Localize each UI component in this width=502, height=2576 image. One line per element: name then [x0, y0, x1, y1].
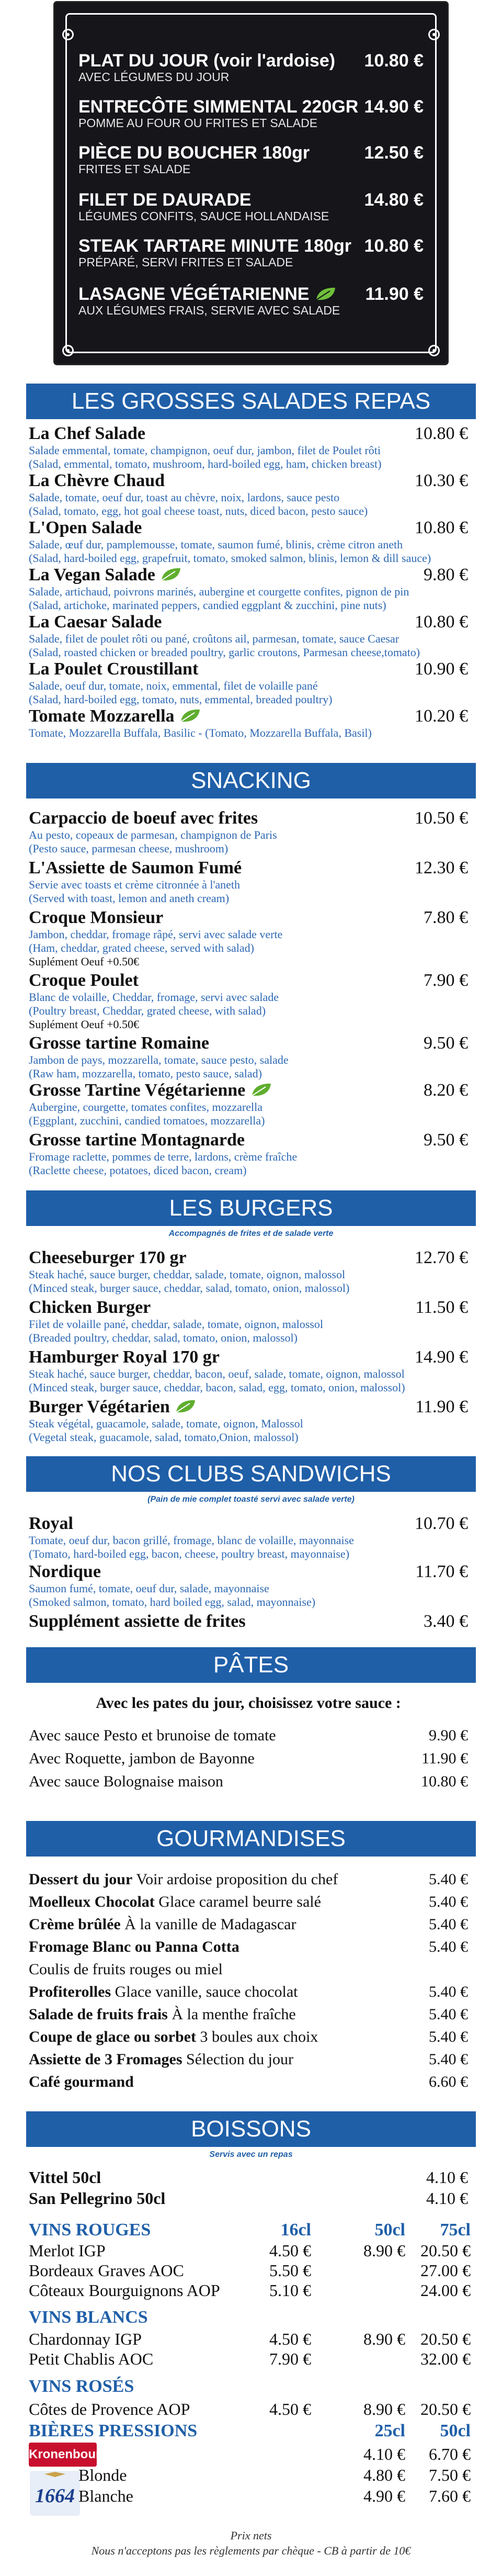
item-price: 5.40 €: [429, 2028, 468, 2045]
item-name: Carpaccio de boeuf avec frites: [29, 808, 258, 828]
item-desc-en: (Poultry breast, Cheddar, grated cheese, with salad): [29, 1004, 266, 1017]
item-price: 12.70 €: [415, 1248, 468, 1267]
item-desc-en: (Vegetal steak, guacamole, salad, tomato,Onion, malossol): [29, 1431, 299, 1444]
menu-item: [29, 1298, 468, 1345]
menu-item: [29, 1562, 468, 1609]
item-desc-en: (Salad, roasted chicken or breaded poultry, garlic croutons, Parmesan cheese,tomato): [29, 646, 420, 659]
menu-item: [29, 1033, 468, 1081]
item-name: Moelleux Chocolat: [29, 1893, 155, 1910]
item-desc: Steak végétal, guacamole, salade, tomate, oignon, Malossol: [29, 1417, 303, 1430]
wine-price: 5.10 €: [269, 2281, 311, 2300]
section-subtitle: (Pain de mie complet toasté servi avec salade verte): [147, 1495, 355, 1504]
item-name: Hamburger Royal 170 gr: [29, 1347, 220, 1367]
item-price: 10.80 €: [415, 612, 468, 632]
footer-note: Prix nets: [230, 2529, 272, 2542]
item-desc: Steak haché, sauce burger, cheddar, bacon, oeuf, salade, tomate, oignon, malossol: [29, 1367, 405, 1380]
vegetarian-leaf-icon: [174, 1399, 197, 1414]
item-price: 9.50 €: [424, 1033, 468, 1053]
menu-item: [29, 1727, 468, 1745]
board-item-price: 11.90 €: [365, 284, 424, 304]
item-desc: Steak haché, sauce burger, cheddar, salade, tomate, oignon, malossol: [29, 1268, 346, 1281]
item-desc: Aubergine, courgette, tomates confites, mozzarella: [29, 1100, 263, 1113]
item-price: 9.50 €: [424, 1130, 468, 1150]
item-name: Chicken Burger: [29, 1298, 151, 1317]
menu-item: [29, 1961, 468, 1978]
menu-item: [29, 2073, 468, 2091]
item-price: 6.60 €: [429, 2073, 468, 2090]
item-name: Grosse tartine Montagnarde: [29, 1130, 245, 1150]
item-name: Vittel 50cl: [29, 2168, 101, 2187]
item-desc: Tomate, Mozzarella Buffala, Basilic - (Tomato, Mozzarella Buffala, Basil): [29, 726, 372, 739]
menu-item: [29, 1397, 468, 1444]
item-desc-en: (Smoked salmon, tomato, hard boiled egg, salad, mayonnaise): [29, 1595, 316, 1608]
board-item-price: 12.50 €: [364, 143, 424, 163]
menu-item: [29, 1130, 468, 1177]
menu-item: [29, 1916, 468, 1933]
wine-name: Petit Chablis AOC: [29, 2349, 154, 2368]
wine-price: 20.50 €: [420, 2400, 471, 2418]
item-name: Avec Roquette, jambon de Bayonne: [29, 1750, 255, 1767]
item-desc: Salade emmental, tomate, champignon, oeuf dur, jambon, filet de Poulet rôti: [29, 444, 381, 457]
menu-item: [29, 2006, 468, 2023]
item-desc: Tomate, oeuf dur, bacon grillé, fromage, blanc de volaille, mayonnaise: [29, 1534, 354, 1547]
item-desc-en: (Tomato, hard-boiled egg, bacon, cheese, poultry breast, mayonnaise): [29, 1547, 350, 1560]
board-pin-icon: [62, 345, 74, 356]
wine-price: 4.50 €: [269, 2330, 311, 2348]
wine-price: 4.50 €: [269, 2241, 311, 2260]
item-price: 5.40 €: [429, 1871, 468, 1888]
item-price: 5.40 €: [429, 1916, 468, 1933]
item-name: Avec sauce Bolognaise maison: [29, 1773, 223, 1790]
item-desc: Fromage raclette, pommes de terre, lardons, crème fraîche: [29, 1150, 298, 1163]
item-name: Crème brûlée: [29, 1916, 121, 1933]
menu-item: [29, 659, 468, 706]
item-price: 5.40 €: [429, 1938, 468, 1955]
item-name: Café gourmand: [29, 2073, 134, 2090]
item-price: 12.30 €: [415, 858, 468, 878]
vegetarian-leaf-icon: [250, 1082, 273, 1098]
board-item-desc: AVEC LÉGUMES DU JOUR: [78, 70, 230, 84]
menu-item: [29, 1347, 468, 1394]
board-item-price: 10.80 €: [364, 51, 424, 71]
item-desc: Jambon, cheddar, fromage râpé, servi avec salade verte: [29, 928, 283, 941]
wine-name: Merlot IGP: [29, 2241, 106, 2260]
board-item-price: 10.80 €: [364, 236, 424, 256]
menu-item: [29, 2028, 468, 2046]
menu-item: [29, 1893, 468, 1911]
board-item-name: PIÈCE DU BOUCHER 180gr: [78, 143, 310, 163]
item-price: 10.70 €: [415, 1514, 468, 1533]
item-desc: Salade, filet de poulet rôti ou pané, croûtons ail, parmesan, tomate, sauce Caesar: [29, 632, 400, 645]
item-name: Royal: [29, 1514, 73, 1533]
item-desc: Glace caramel beurre salé: [154, 1893, 321, 1910]
beer-price: 4.80 €: [363, 2466, 405, 2484]
wine-price: 5.50 €: [269, 2261, 311, 2280]
menu-item: [29, 706, 468, 740]
item-desc-en: (Minced steak, burger sauce, cheddar, salad, tomato, onion, malossol): [29, 1281, 350, 1295]
menu-item: [29, 1612, 468, 1632]
item-desc: Salade, œuf dur, pamplemousse, tomate, saumon fumé, blinis, crème citron aneth: [29, 538, 403, 551]
item-name: La Chef Salade: [29, 424, 145, 443]
item-desc-en: (Salad, emmental, tomato, mushroom, hard-boiled egg, ham, chicken breast): [29, 457, 382, 470]
beer-name: Blanche: [78, 2487, 133, 2505]
wine-price: 7.90 €: [269, 2349, 311, 2368]
wine-price: 8.90 €: [363, 2400, 405, 2418]
wine-price: 4.50 €: [269, 2400, 311, 2418]
item-name: Avec sauce Pesto et brunoise de tomate: [29, 1727, 276, 1744]
menu-item: [29, 471, 468, 518]
item-price: 11.90 €: [421, 1750, 468, 1767]
item-name: L'Assiette de Saumon Fumé: [29, 858, 242, 878]
vegetarian-leaf-icon: [159, 567, 182, 582]
item-desc: Salade, artichaud, poivrons marinés, aubergine et courgette confites, pignon de pin: [29, 585, 409, 598]
board-item-desc: POMME AU FOUR OU FRITES ET SALADE: [78, 116, 318, 130]
board-pin-icon: [428, 345, 440, 356]
board-item: [78, 51, 424, 84]
item-price: 10.50 €: [415, 808, 468, 828]
board-pin-icon: [428, 29, 440, 40]
board-item: [78, 284, 424, 318]
item-price: 9.80 €: [424, 565, 468, 584]
wine-name: Côteaux Bourguignons AOP: [29, 2281, 220, 2300]
1664-logo-text: 1664: [35, 2485, 75, 2507]
wine-price: 24.00 €: [420, 2281, 471, 2300]
item-name: Dessert du jour: [29, 1871, 133, 1888]
wine-category-title: VINS ROSÉS: [29, 2377, 134, 2396]
item-price: 10.20 €: [415, 706, 468, 726]
item-name: Cheeseburger 170 gr: [29, 1248, 187, 1267]
item-name: Profiterolles: [29, 1983, 111, 2000]
item-name: Salade de fruits frais: [29, 2006, 168, 2023]
item-desc: Au pesto, copeaux de parmesan, champignon de Paris: [29, 828, 277, 841]
menu-item: [29, 971, 468, 1031]
item-name: Croque Monsieur: [29, 908, 164, 927]
column-header: 16cl: [280, 2220, 311, 2240]
menu-item: [29, 565, 468, 612]
item-supplement: Suplément Oeuf +0.50€: [29, 955, 139, 968]
column-header: 50cl: [374, 2220, 405, 2240]
item-name: La Chèvre Chaud: [29, 471, 165, 490]
beer-price: 4.10 €: [363, 2445, 405, 2463]
wine-category-title: VINS ROUGES: [29, 2220, 151, 2240]
section-header-snacking: SNACKING: [26, 763, 476, 798]
menu-item: [29, 908, 468, 969]
item-desc-en: (Salad, hard-boiled egg, tomato, nuts, emmental, breaded poultry): [29, 693, 333, 706]
menu-item: [29, 858, 468, 905]
item-desc-en: (Raw ham, mozzarella, tomato, pesto sauce, salad): [29, 1067, 262, 1080]
menu-item: [29, 1983, 468, 2001]
item-name: La Poulet Croustillant: [29, 659, 199, 679]
item-desc-en: (Pesto sauce, parmesan cheese, mushroom): [29, 842, 229, 855]
item-price: 5.40 €: [429, 2051, 468, 2068]
item-price: 4.10 €: [426, 2168, 468, 2187]
item-name: Grosse tartine Romaine: [29, 1033, 209, 1053]
item-desc: Jambon de pays, mozzarella, tomate, sauce pesto, salade: [29, 1053, 289, 1066]
item-name: L'Open Salade: [29, 518, 142, 537]
board-item-desc: LÉGUMES CONFITS, SAUCE HOLLANDAISE: [78, 209, 329, 223]
menu-item: [29, 1938, 468, 1956]
wine-price: 32.00 €: [420, 2349, 471, 2368]
chalkboard: [55, 3, 447, 364]
item-desc: Blanc de volaille, Cheddar, fromage, servi avec salade: [29, 991, 279, 1004]
board-item-name: STEAK TARTARE MINUTE 180gr: [78, 236, 352, 256]
item-desc: À la vanille de Madagascar: [120, 1916, 296, 1933]
board-item-price: 14.80 €: [364, 190, 424, 210]
section-header-pates: PÂTES: [26, 1647, 476, 1683]
1664-logo: [29, 2470, 81, 2517]
item-price: 5.40 €: [429, 2006, 468, 2023]
item-desc-en: (Raclette cheese, potatoes, diced bacon, cream): [29, 1164, 247, 1177]
item-desc-en: (Breaded poultry, cheddar, salad, tomato, onion, malossol): [29, 1331, 298, 1344]
item-desc: Salade, oeuf dur, tomate, noix, emmental, filet de volaille pané: [29, 679, 318, 692]
item-name: Tomate Mozzarella: [29, 706, 175, 726]
item-desc-en: (Ham, cheddar, grated cheese, served with salad): [29, 941, 254, 954]
board-item-name: LASAGNE VÉGÉTARIENNE: [78, 284, 310, 304]
menu-item: [29, 1773, 468, 1791]
board-item: [78, 143, 424, 176]
pates-intro: Avec les pates du jour, choisissez votre sauce :: [96, 1694, 401, 1712]
menu-item: [29, 518, 468, 565]
board-item-desc: PRÉPARÉ, SERVI FRITES ET SALADE: [78, 255, 293, 269]
item-name: Burger Végétarien: [29, 1397, 170, 1416]
vegetarian-leaf-icon: [179, 708, 202, 724]
item-price: 10.80 €: [415, 424, 468, 443]
item-name: La Caesar Salade: [29, 612, 162, 632]
beer-name: Blonde: [78, 2466, 127, 2484]
wine-price: 20.50 €: [420, 2330, 471, 2348]
item-name: Croque Poulet: [29, 971, 139, 990]
vegetarian-leaf-icon: [314, 286, 337, 302]
item-price: 9.90 €: [429, 1727, 468, 1744]
item-desc: Saumon fumé, tomate, oeuf dur, salade, mayonnaise: [29, 1582, 269, 1595]
item-price: 14.90 €: [415, 1347, 468, 1367]
item-price: 11.90 €: [415, 1397, 468, 1416]
footer-note: Nous n'acceptons pas les règlements par chèque - CB à partir de 10€: [91, 2544, 411, 2557]
item-desc: Filet de volaille pané, cheddar, salade, tomate, oignon, malossol: [29, 1318, 324, 1331]
wine-name: Côtes de Provence AOP: [29, 2400, 190, 2418]
item-name: Grosse Tartine Végétarienne: [29, 1081, 246, 1100]
menu-item: [29, 1750, 468, 1768]
board-item: [78, 97, 424, 130]
item-price: 10.80 €: [415, 518, 468, 537]
menu-item: [29, 808, 468, 856]
beer-price: 7.60 €: [429, 2487, 471, 2505]
kronenbourg-logo: Kronenbourg: [29, 2443, 97, 2467]
item-price: 11.70 €: [415, 1562, 468, 1581]
item-desc-en: (Salad, tomato, egg, hot goal cheese toast, nuts, diced bacon, pesto sauce): [29, 504, 368, 518]
item-price: 7.80 €: [424, 908, 468, 927]
item-desc-en: (Salad, hard-boiled egg, grapefruit, tomato, smoked salmon, blinis, lemon & dill sauce): [29, 552, 431, 565]
wine-price: 20.50 €: [420, 2241, 471, 2260]
board-item-name: PLAT DU JOUR (voir l'ardoise): [78, 51, 336, 71]
item-name: Nordique: [29, 1562, 101, 1581]
board-item-name: ENTRECÔTE SIMMENTAL 220GR: [78, 97, 359, 117]
board-item-desc: FRITES ET SALADE: [78, 162, 191, 176]
item-desc: Sélection du jour: [182, 2051, 294, 2068]
menu-item: [29, 1248, 468, 1295]
item-supplement: Suplément Oeuf +0.50€: [29, 1018, 139, 1031]
board-item: [78, 236, 424, 269]
menu-item: [29, 1514, 468, 1561]
beer-price: 4.90 €: [363, 2487, 405, 2505]
item-price: 3.40 €: [424, 1612, 468, 1631]
wine-name: Chardonnay IGP: [29, 2330, 142, 2348]
wine-price: 8.90 €: [363, 2330, 405, 2348]
column-header: 50cl: [440, 2421, 471, 2440]
item-price: 11.50 €: [415, 1298, 468, 1317]
item-desc-en: (Eggplant, zucchini, candied tomatoes, mozzarella): [29, 1114, 265, 1127]
item-desc: À la menthe fraîche: [167, 2006, 296, 2023]
item-desc-en: (Salad, artichoke, marinated peppers, candied eggplant & zucchini, pine nuts): [29, 599, 386, 612]
item-price: 10.80 €: [421, 1773, 468, 1790]
item-name: Supplément assiette de frites: [29, 1612, 246, 1631]
board-item-price: 14.90 €: [364, 97, 424, 117]
menu-item: [29, 2051, 468, 2068]
menu-item: [29, 1081, 468, 1128]
item-desc-en: (Served with toast, lemon and aneth cream): [29, 892, 230, 905]
item-name: La Vegan Salade: [29, 565, 155, 584]
item-price: 4.10 €: [426, 2189, 468, 2208]
menu-item: [29, 1871, 468, 1888]
item-price: 8.20 €: [424, 1081, 468, 1100]
menu-item: [29, 612, 468, 659]
section-header-clubs: NOS CLUBS SANDWICHS: [26, 1456, 476, 1492]
item-desc: Voir ardoise proposition du chef: [132, 1871, 338, 1888]
menu-item: [29, 424, 468, 471]
wine-category-title: VINS BLANCS: [29, 2308, 148, 2327]
item-desc: Coulis de fruits rouges ou miel: [29, 1961, 223, 1978]
item-name: Fromage Blanc ou Panna Cotta: [29, 1938, 239, 1955]
section-header-salades: LES GROSSES SALADES REPAS: [26, 384, 476, 419]
item-desc: Servie avec toasts et crème citronnée à l'aneth: [29, 878, 241, 891]
section-header-boissons: BOISSONS: [26, 2111, 476, 2147]
item-price: 5.40 €: [429, 1893, 468, 1910]
beer-price: 6.70 €: [429, 2445, 471, 2463]
board-item-desc: AUX LÉGUMES FRAIS, SERVIE AVEC SALADE: [78, 303, 340, 317]
board-pin-icon: [62, 29, 74, 40]
wine-name: Bordeaux Graves AOC: [29, 2261, 184, 2280]
section-subtitle: Servis avec un repas: [209, 2150, 293, 2159]
item-price: 7.90 €: [424, 971, 468, 990]
section-header-burgers: LES BURGERS: [26, 1190, 476, 1226]
item-desc: Salade, tomate, oeuf dur, toast au chèvre, noix, lardons, sauce pesto: [29, 491, 340, 504]
item-name: San Pellegrino 50cl: [29, 2189, 166, 2208]
wine-price: 27.00 €: [420, 2261, 471, 2280]
item-desc: 3 boules aux choix: [196, 2028, 318, 2045]
item-name: Coupe de glace ou sorbet: [29, 2028, 196, 2045]
section-subtitle: Accompagnés de frites et de salade verte: [168, 1229, 334, 1238]
beer-category-title: BIÈRES PRESSIONS: [29, 2421, 198, 2440]
beer-price: 7.50 €: [429, 2466, 471, 2484]
section-header-gourmandises: GOURMANDISES: [26, 1821, 476, 1857]
item-desc-en: (Minced steak, burger sauce, cheddar, bacon, salad, egg, tomato, onion, malossol): [29, 1381, 405, 1394]
board-item-name: FILET DE DAURADE: [78, 190, 252, 210]
board-item: [78, 190, 424, 223]
drink-item: [29, 2168, 468, 2187]
item-price: 5.40 €: [429, 1983, 468, 2000]
column-header: 75cl: [440, 2220, 471, 2240]
wine-price: 8.90 €: [363, 2241, 405, 2260]
column-header: 25cl: [374, 2421, 405, 2440]
item-desc: Glace vanille, sauce chocolat: [111, 1983, 298, 2000]
item-price: 10.90 €: [415, 659, 468, 679]
item-price: 10.30 €: [415, 471, 468, 490]
item-name: Assiette de 3 Fromages: [29, 2051, 182, 2068]
drink-item: [29, 2189, 468, 2208]
